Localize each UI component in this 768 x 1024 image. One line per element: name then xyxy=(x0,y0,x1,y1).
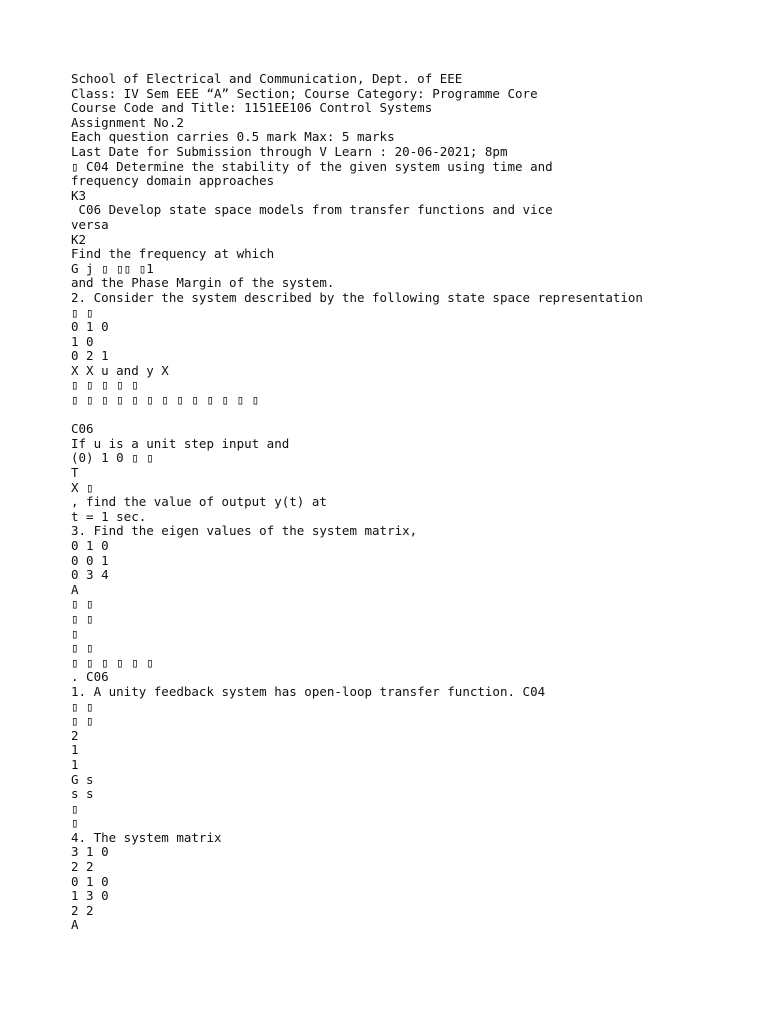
text-line: 3 1 0 xyxy=(71,844,109,860)
text-line: Last Date for Submission through V Learn : 20-06-2021; 8pm xyxy=(71,143,508,159)
text-line: ▯ xyxy=(71,625,79,641)
text-line: ▯ ▯ ▯ ▯ ▯ ▯ xyxy=(71,654,154,670)
document-body xyxy=(71,72,768,933)
text-line: and the Phase Margin of the system. xyxy=(71,275,335,291)
text-line: 2 xyxy=(71,727,79,743)
text-line: ▯ ▯ xyxy=(71,610,94,626)
text-line: 4. The system matrix xyxy=(71,829,222,845)
text-line: . C06 xyxy=(71,669,109,685)
text-line: Find the frequency at which xyxy=(71,246,275,262)
text-line: A xyxy=(71,581,79,597)
text-line: 2 2 xyxy=(71,902,94,918)
text-line: frequency domain approaches xyxy=(71,173,275,189)
text-line: G s xyxy=(71,771,94,787)
text-line: 0 1 0 xyxy=(71,538,109,553)
text-line: t = 1 sec. xyxy=(71,508,147,524)
text-line: 2. Consider the system described by the following state space representation xyxy=(71,289,643,305)
text-line: Assignment No.2 xyxy=(71,114,184,130)
text-line: ▯ ▯ ▯ ▯ ▯ ▯ ▯ ▯ ▯ ▯ ▯ ▯ ▯ xyxy=(71,392,260,408)
text-line: (0) 1 0 ▯ ▯ xyxy=(71,450,154,466)
text-line: ▯ C04 Determine the stability of the given system using time and xyxy=(71,158,553,174)
text-line: 1 3 0 xyxy=(71,888,109,904)
text-line: 0 1 0 xyxy=(71,873,109,889)
text-line: versa xyxy=(71,216,109,232)
text-line: ▯ ▯ xyxy=(71,698,94,714)
text-line: C06 xyxy=(71,421,94,437)
text-line: 1. A unity feedback system has open-loop transfer function. C04 xyxy=(71,683,546,699)
text-line: 1 0 xyxy=(71,333,94,349)
text-line: Each question carries 0.5 mark Max: 5 marks xyxy=(71,129,395,145)
text-line: s s xyxy=(71,786,94,802)
text-line: 1 xyxy=(71,742,79,758)
text-line: 0 3 4 xyxy=(71,567,109,583)
text-line: Class: IV Sem EEE “A” Section; Course Category: Programme Core xyxy=(71,85,538,101)
text-line: 0 2 1 xyxy=(71,348,109,364)
text-line: School of Electrical and Communication, Dept. of EEE xyxy=(71,71,463,86)
text-line: A xyxy=(71,917,79,933)
text-line xyxy=(71,408,768,423)
text-line: Course Code and Title: 1151EE106 Control Systems xyxy=(71,100,433,116)
text-line: ▯ ▯ ▯ ▯ ▯ xyxy=(71,377,139,393)
text-line: X ▯ xyxy=(71,479,94,495)
text-line: 0 0 1 xyxy=(71,552,109,568)
text-line: , find the value of output y(t) at xyxy=(71,494,327,510)
text-line: 3. Find the eigen values of the system matrix, xyxy=(71,523,418,539)
text-line: 0 1 0 xyxy=(71,319,109,335)
text-line: X X u and y X xyxy=(71,362,169,378)
text-line: ▯ ▯ xyxy=(71,713,94,729)
text-line: K2 xyxy=(71,231,87,247)
text-line: K3 xyxy=(71,187,87,203)
text-line: If u is a unit step input and xyxy=(71,435,290,451)
text-line: ▯ ▯ xyxy=(71,640,94,656)
text-line: T xyxy=(71,465,79,481)
text-line: ▯ xyxy=(71,815,79,831)
text-line: ▯ ▯ xyxy=(71,596,94,612)
text-line: C06 Develop state space models from transfer functions and vice xyxy=(71,202,553,218)
text-line: ▯ ▯ xyxy=(71,304,94,320)
text-line: 2 2 xyxy=(71,859,94,875)
text-line: 1 xyxy=(71,756,79,772)
text-line: ▯ xyxy=(71,800,79,816)
text-line: G j ▯ ▯▯ ▯1 xyxy=(71,260,154,276)
